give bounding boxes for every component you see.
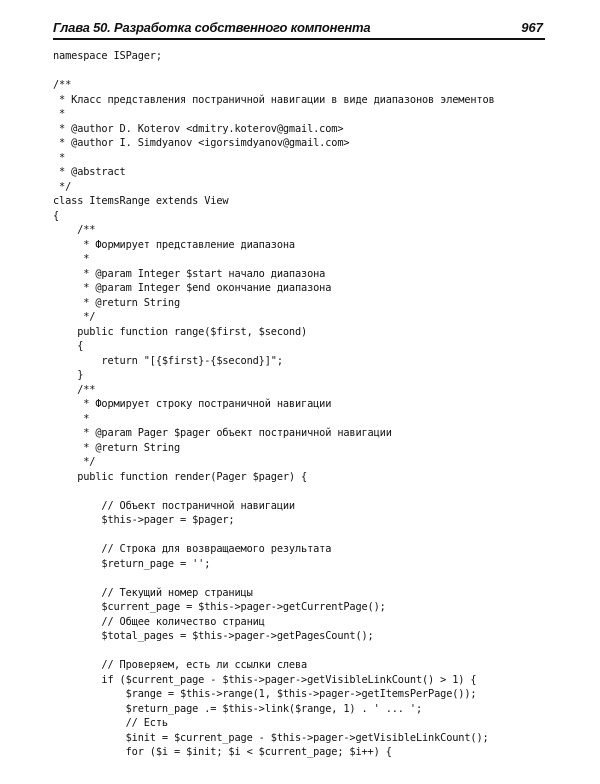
code-line: * [53, 253, 90, 265]
code-line: /** [53, 383, 96, 396]
code-line: } [53, 369, 84, 381]
code-line: * Формирует строку постраничной навигации [53, 398, 332, 410]
code-line [53, 644, 573, 659]
code-line: if ($current_page - $this->pager->getVisibleLinkCount() > 1) { [53, 673, 477, 686]
code-line: $init = $current_page - $this->pager->getVisibleLinkCount(); [53, 731, 489, 744]
code-line: * @return String [53, 296, 181, 309]
code-line: * @author D. Koterov <dmitry.koterov@gmail.com> [53, 122, 344, 135]
code-listing [53, 49, 573, 760]
code-line: */ [53, 456, 96, 468]
code-line: public function render(Pager $pager) { [53, 470, 308, 483]
code-line: for ($i = $init; $i < $current_page; $i++) { [53, 746, 392, 758]
code-line: * [53, 412, 90, 425]
code-line: /** [53, 79, 72, 91]
code-line: */ [53, 180, 72, 193]
code-line: * @param Integer $end окончание диапазона [53, 282, 332, 294]
code-line: { [53, 209, 60, 222]
code-line [53, 571, 573, 586]
chapter-title: Глава 50. Разработка собственного компонента [53, 20, 371, 35]
code-line: $this->pager = $pager; [53, 514, 235, 526]
code-line: * @param Pager $pager объект постраничной навигации [53, 427, 392, 439]
code-line: return "[{$first}-{$second}]"; [53, 354, 283, 367]
code-line: // Проверяем, есть ли ссылки слева [53, 659, 308, 671]
code-line: class ItemsRange extends View [53, 195, 229, 207]
code-line: $range = $this->range(1, $this->pager->getItemsPerPage()); [53, 688, 477, 700]
code-line: // Есть [53, 717, 168, 729]
code-line: /** [53, 224, 96, 236]
code-line: { [53, 340, 84, 352]
code-line [53, 64, 573, 79]
code-line: // Объект постраничной навигации [53, 499, 295, 512]
code-line: * Формирует представление диапазона [53, 238, 295, 251]
code-line [53, 484, 573, 499]
code-line: // Строка для возвращаемого результата [53, 543, 332, 555]
page-header [53, 20, 545, 40]
code-line [53, 528, 573, 543]
code-line: */ [53, 311, 96, 323]
code-line: $total_pages = $this->pager->getPagesCount(); [53, 630, 374, 642]
code-line: $return_page = ''; [53, 557, 211, 570]
code-line: $return_page .= $this->link($range, 1) . ' ... '; [53, 702, 423, 715]
code-line: // Текущий номер страницы [53, 586, 253, 599]
code-line: public function range($first, $second) [53, 325, 308, 338]
code-line: $current_page = $this->pager->getCurrentPage(); [53, 601, 386, 613]
code-line: * [53, 151, 66, 164]
code-line: namespace ISPager; [53, 50, 162, 62]
code-line: * [53, 108, 66, 120]
code-line: * @return String [53, 441, 181, 454]
code-line: * @abstract [53, 166, 126, 178]
page-number: 967 [521, 20, 543, 35]
code-line: * @author I. Simdyanov <igorsimdyanov@gmail.com> [53, 137, 350, 149]
code-line: * @param Integer $start начало диапазона [53, 267, 326, 280]
code-line: * Класс представления постраничной навигации в виде диапазонов элементов [53, 93, 495, 106]
code-line: // Общее количество страниц [53, 615, 265, 628]
